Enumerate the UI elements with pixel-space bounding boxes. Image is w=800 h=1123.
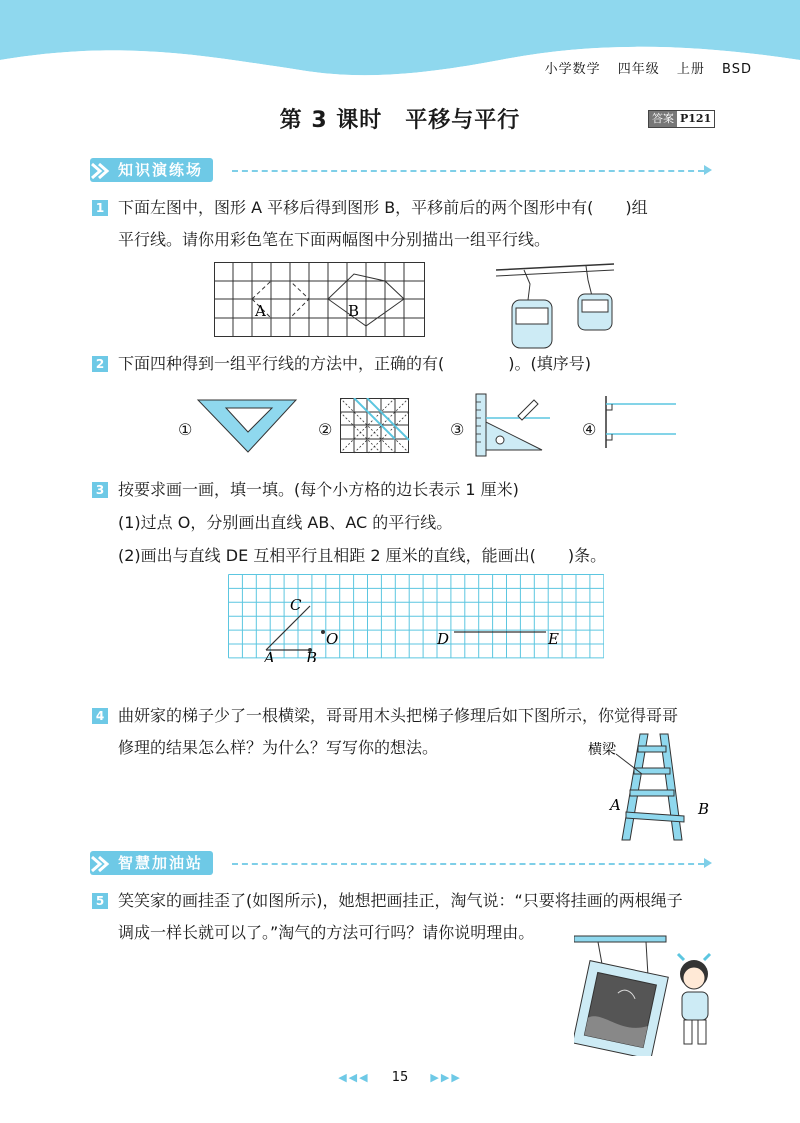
q5-line1: 笑笑家的画挂歪了(如图所示)，她想把画挂正，淘气说：“只要将挂画的两根绳子: [118, 891, 683, 910]
point-e-label: E: [548, 630, 559, 648]
shape-b-label: B: [348, 302, 360, 320]
answer-reference: [648, 110, 715, 128]
q2-option-3: ③: [450, 420, 465, 439]
section-divider: [232, 170, 704, 172]
q1-line1: 下面左图中，图形 A 平移后得到图形 B，平移前后的两个图形中有( )组: [118, 198, 648, 217]
question-number-3: 3: [92, 482, 108, 498]
q5-line2: 调成一样长就可以了。”淘气的方法可行吗？请你说明理由。: [118, 923, 535, 942]
q1-grid-figure: [214, 262, 426, 338]
page-number: 15: [391, 1070, 409, 1085]
shape-a-label: A: [255, 302, 266, 320]
q1-line2: 平行线。请你用彩色笔在下面两幅图中分别描出一组平行线。: [118, 230, 551, 249]
q3-line2: (1)过点 O，分别画出直线 AB、AC 的平行线。: [118, 513, 453, 532]
arrow-icon: [88, 853, 114, 875]
point-b-label: B: [306, 649, 318, 662]
header-wave-banner: [0, 0, 800, 92]
page-title: 第 3 课时 平移与平行: [279, 108, 521, 133]
ladder-a-label: A: [610, 796, 621, 814]
header-subject: 小学数学: [544, 62, 601, 77]
section-divider: [232, 863, 704, 865]
q3-grid-figure: [228, 574, 604, 662]
q2-line1: 下面四种得到一组平行线的方法中，正确的有( )。(填序号): [118, 354, 591, 373]
q4-line2: 修理的结果怎么样？为什么？写写你的想法。: [118, 738, 439, 757]
point-d-label: D: [437, 630, 450, 648]
ruler-setsquare-figure: [472, 392, 552, 458]
section-wisdom-label: 智慧加油站: [118, 854, 204, 872]
question-number-2: 2: [92, 356, 108, 372]
chevron-right-icon: [702, 857, 714, 869]
header-info: [533, 58, 752, 77]
ladder-figure: [588, 732, 718, 844]
q2-option-2: ②: [318, 420, 333, 439]
question-number-5: 5: [92, 893, 108, 909]
next-arrows-icon: ▶▶▶: [430, 1071, 462, 1084]
q4-line1: 曲妍家的梯子少了一根横梁，哥哥用木头把梯子修理后如下图所示，你觉得哥哥: [118, 706, 679, 725]
header-grade: 四年级: [617, 62, 660, 77]
q2-option-1: ①: [178, 420, 193, 439]
cable-car-illustration: [496, 262, 616, 352]
point-a-label: A: [264, 649, 275, 662]
q3-line1: 按要求画一画，填一填。(每个小方格的边长表示 1 厘米): [118, 480, 519, 499]
page-footer: [0, 1070, 800, 1085]
point-c-label: C: [290, 596, 302, 614]
tilted-picture-figure: [574, 934, 724, 1056]
beam-label: 横梁: [588, 742, 616, 758]
section-practice-label: 知识演练场: [118, 161, 204, 179]
parallel-lines-figure: [598, 394, 678, 450]
question-number-1: 1: [92, 200, 108, 216]
triangle-ruler-figure: [196, 396, 300, 456]
header-volume: 上册: [676, 62, 705, 77]
q2-option-4: ④: [582, 420, 597, 439]
answer-label: 答案: [649, 111, 677, 127]
arrow-icon: [88, 160, 114, 182]
answer-page: P121: [680, 112, 712, 125]
grid-fold-figure: [340, 398, 410, 454]
header-edition: BSD: [722, 62, 752, 77]
chevron-right-icon: [702, 164, 714, 176]
point-o-label: O: [326, 630, 339, 648]
prev-arrows-icon: ◀◀◀: [338, 1071, 370, 1084]
q3-line3: (2)画出与直线 DE 互相平行且相距 2 厘米的直线，能画出( )条。: [118, 546, 607, 565]
ladder-b-label: B: [698, 800, 710, 818]
question-number-4: 4: [92, 708, 108, 724]
